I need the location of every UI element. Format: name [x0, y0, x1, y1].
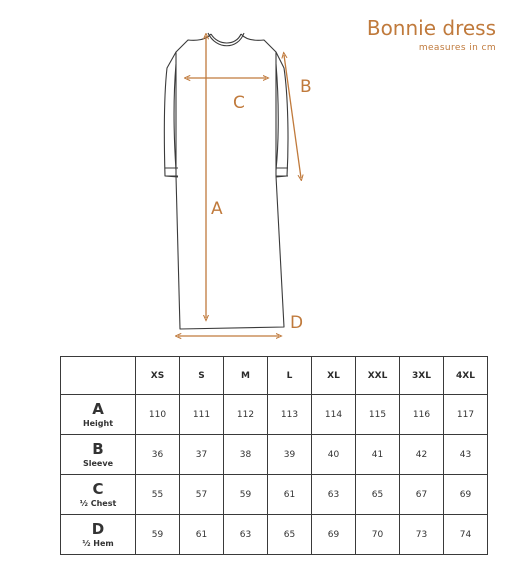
- garment-title: Bonnie dress: [366, 16, 496, 40]
- size-header: M: [224, 357, 268, 395]
- table-cell: 117: [444, 395, 488, 435]
- size-header: XL: [312, 357, 356, 395]
- table-cell: 38: [224, 435, 268, 475]
- table-cell: 41: [356, 435, 400, 475]
- table-cell: 37: [180, 435, 224, 475]
- size-chart-table: [60, 356, 488, 555]
- table-cell: 116: [400, 395, 444, 435]
- size-header: XS: [136, 357, 180, 395]
- table-row: [61, 395, 488, 435]
- row-header-a: [61, 395, 136, 435]
- row-letter: C: [92, 480, 104, 498]
- measure-label-b: B: [300, 77, 312, 97]
- table-cell: 74: [444, 515, 488, 555]
- measure-line-b: [284, 55, 301, 178]
- table-cell: 63: [312, 475, 356, 515]
- table-cell: 67: [400, 475, 444, 515]
- size-header: XXL: [356, 357, 400, 395]
- table-cell: 70: [356, 515, 400, 555]
- table-cell: 114: [312, 395, 356, 435]
- table-cell: 113: [268, 395, 312, 435]
- table-cell: 36: [136, 435, 180, 475]
- units-note: measures in cm: [418, 43, 496, 53]
- table-row: [61, 475, 488, 515]
- table-cell: 59: [224, 475, 268, 515]
- measure-label-c: C: [233, 93, 245, 113]
- row-header-b: [61, 435, 136, 475]
- row-letter: D: [91, 520, 105, 538]
- table-cell: 65: [356, 475, 400, 515]
- row-header-d: [61, 515, 136, 555]
- table-cell: 112: [224, 395, 268, 435]
- size-header: 4XL: [444, 357, 488, 395]
- row-name: ½ Hem: [82, 539, 114, 548]
- table-cell: 115: [356, 395, 400, 435]
- table-corner-cell: [61, 357, 136, 395]
- measure-label-a: A: [211, 199, 223, 219]
- row-name: ½ Chest: [79, 499, 117, 508]
- size-header: S: [180, 357, 224, 395]
- size-header-row: [61, 357, 488, 395]
- measure-label-d: D: [290, 313, 304, 333]
- row-letter: B: [92, 440, 104, 458]
- row-name: Height: [82, 419, 114, 428]
- table-cell: 63: [224, 515, 268, 555]
- table-cell: 110: [136, 395, 180, 435]
- table-cell: 61: [268, 475, 312, 515]
- size-header: 3XL: [400, 357, 444, 395]
- size-header: L: [268, 357, 312, 395]
- table-row: [61, 435, 488, 475]
- table-cell: 61: [180, 515, 224, 555]
- table-cell: 111: [180, 395, 224, 435]
- row-letter: A: [92, 400, 104, 418]
- table-cell: 55: [136, 475, 180, 515]
- table-cell: 39: [268, 435, 312, 475]
- table-cell: 42: [400, 435, 444, 475]
- table-cell: 65: [268, 515, 312, 555]
- table-cell: 69: [312, 515, 356, 555]
- table-cell: 69: [444, 475, 488, 515]
- table-cell: 43: [444, 435, 488, 475]
- table-row: [61, 515, 488, 555]
- table-cell: 57: [180, 475, 224, 515]
- row-name: Sleeve: [83, 459, 113, 468]
- table-cell: 59: [136, 515, 180, 555]
- row-header-c: [61, 475, 136, 515]
- table-cell: 40: [312, 435, 356, 475]
- table-cell: 73: [400, 515, 444, 555]
